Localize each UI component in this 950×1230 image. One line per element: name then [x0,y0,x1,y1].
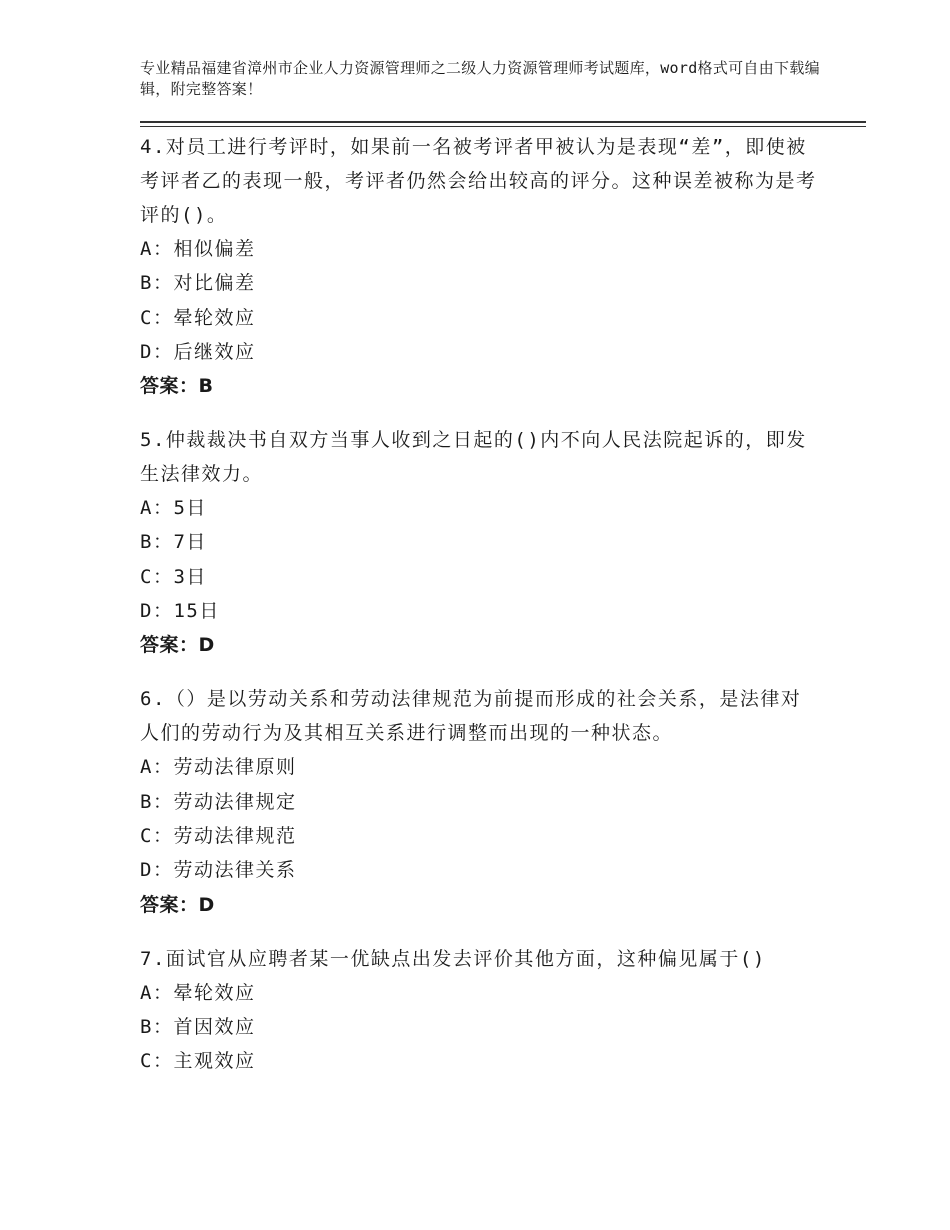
question-stem: 6.（）是以劳动关系和劳动法律规范为前提而形成的社会关系，是法律对人们的劳动行为及其相互关系进行调整而出现的一种状态。 [140,688,802,745]
option-a: A：晕轮效应 [140,981,256,1004]
option-a: A：5日 [140,497,207,520]
question-6 [140,682,820,921]
option-c: C：3日 [140,565,207,588]
answer-label: 答案：D [140,634,215,657]
question-4 [140,130,820,403]
option-c: C：晕轮效应 [140,306,256,329]
question-5 [140,423,820,662]
option-a: A：相似偏差 [140,238,256,260]
option-b: B：劳动法律规定 [140,790,297,813]
option-d: D：劳动法律关系 [140,859,297,882]
question-7 [140,942,820,1079]
option-d: D：15日 [140,600,220,623]
answer-label: 答案：B [140,375,214,398]
document-header: 专业精品福建省漳州市企业人力资源管理师之二级人力资源管理师考试题库，word格式可自由下载编辑，附完整答案！ [140,59,820,98]
option-a: A：劳动法律原则 [140,756,297,779]
option-c: C：主观效应 [140,1050,256,1073]
option-c: C：劳动法律规范 [140,824,297,847]
header-divider-thin [140,126,866,127]
question-list [140,130,820,1098]
question-stem: 5.仲裁裁决书自双方当事人收到之日起的()内不向人民法院起诉的，即发生法律效力。 [140,429,807,486]
option-b: B：对比偏差 [140,272,256,295]
header-divider-thick [140,121,866,123]
option-b: B：7日 [140,531,207,554]
option-d: D：后继效应 [140,340,256,363]
question-stem: 7.面试官从应聘者某一优缺点出发去评价其他方面，这种偏见属于() [140,947,766,970]
option-b: B：首因效应 [140,1015,256,1038]
answer-label: 答案：D [140,893,215,916]
question-stem: 4.对员工进行考评时，如果前一名被考评者甲被认为是表现“差”，即使被考评者乙的表现一般，考评者仍然会给出较高的评分。这种误差被称为是考评的()。 [140,136,817,226]
